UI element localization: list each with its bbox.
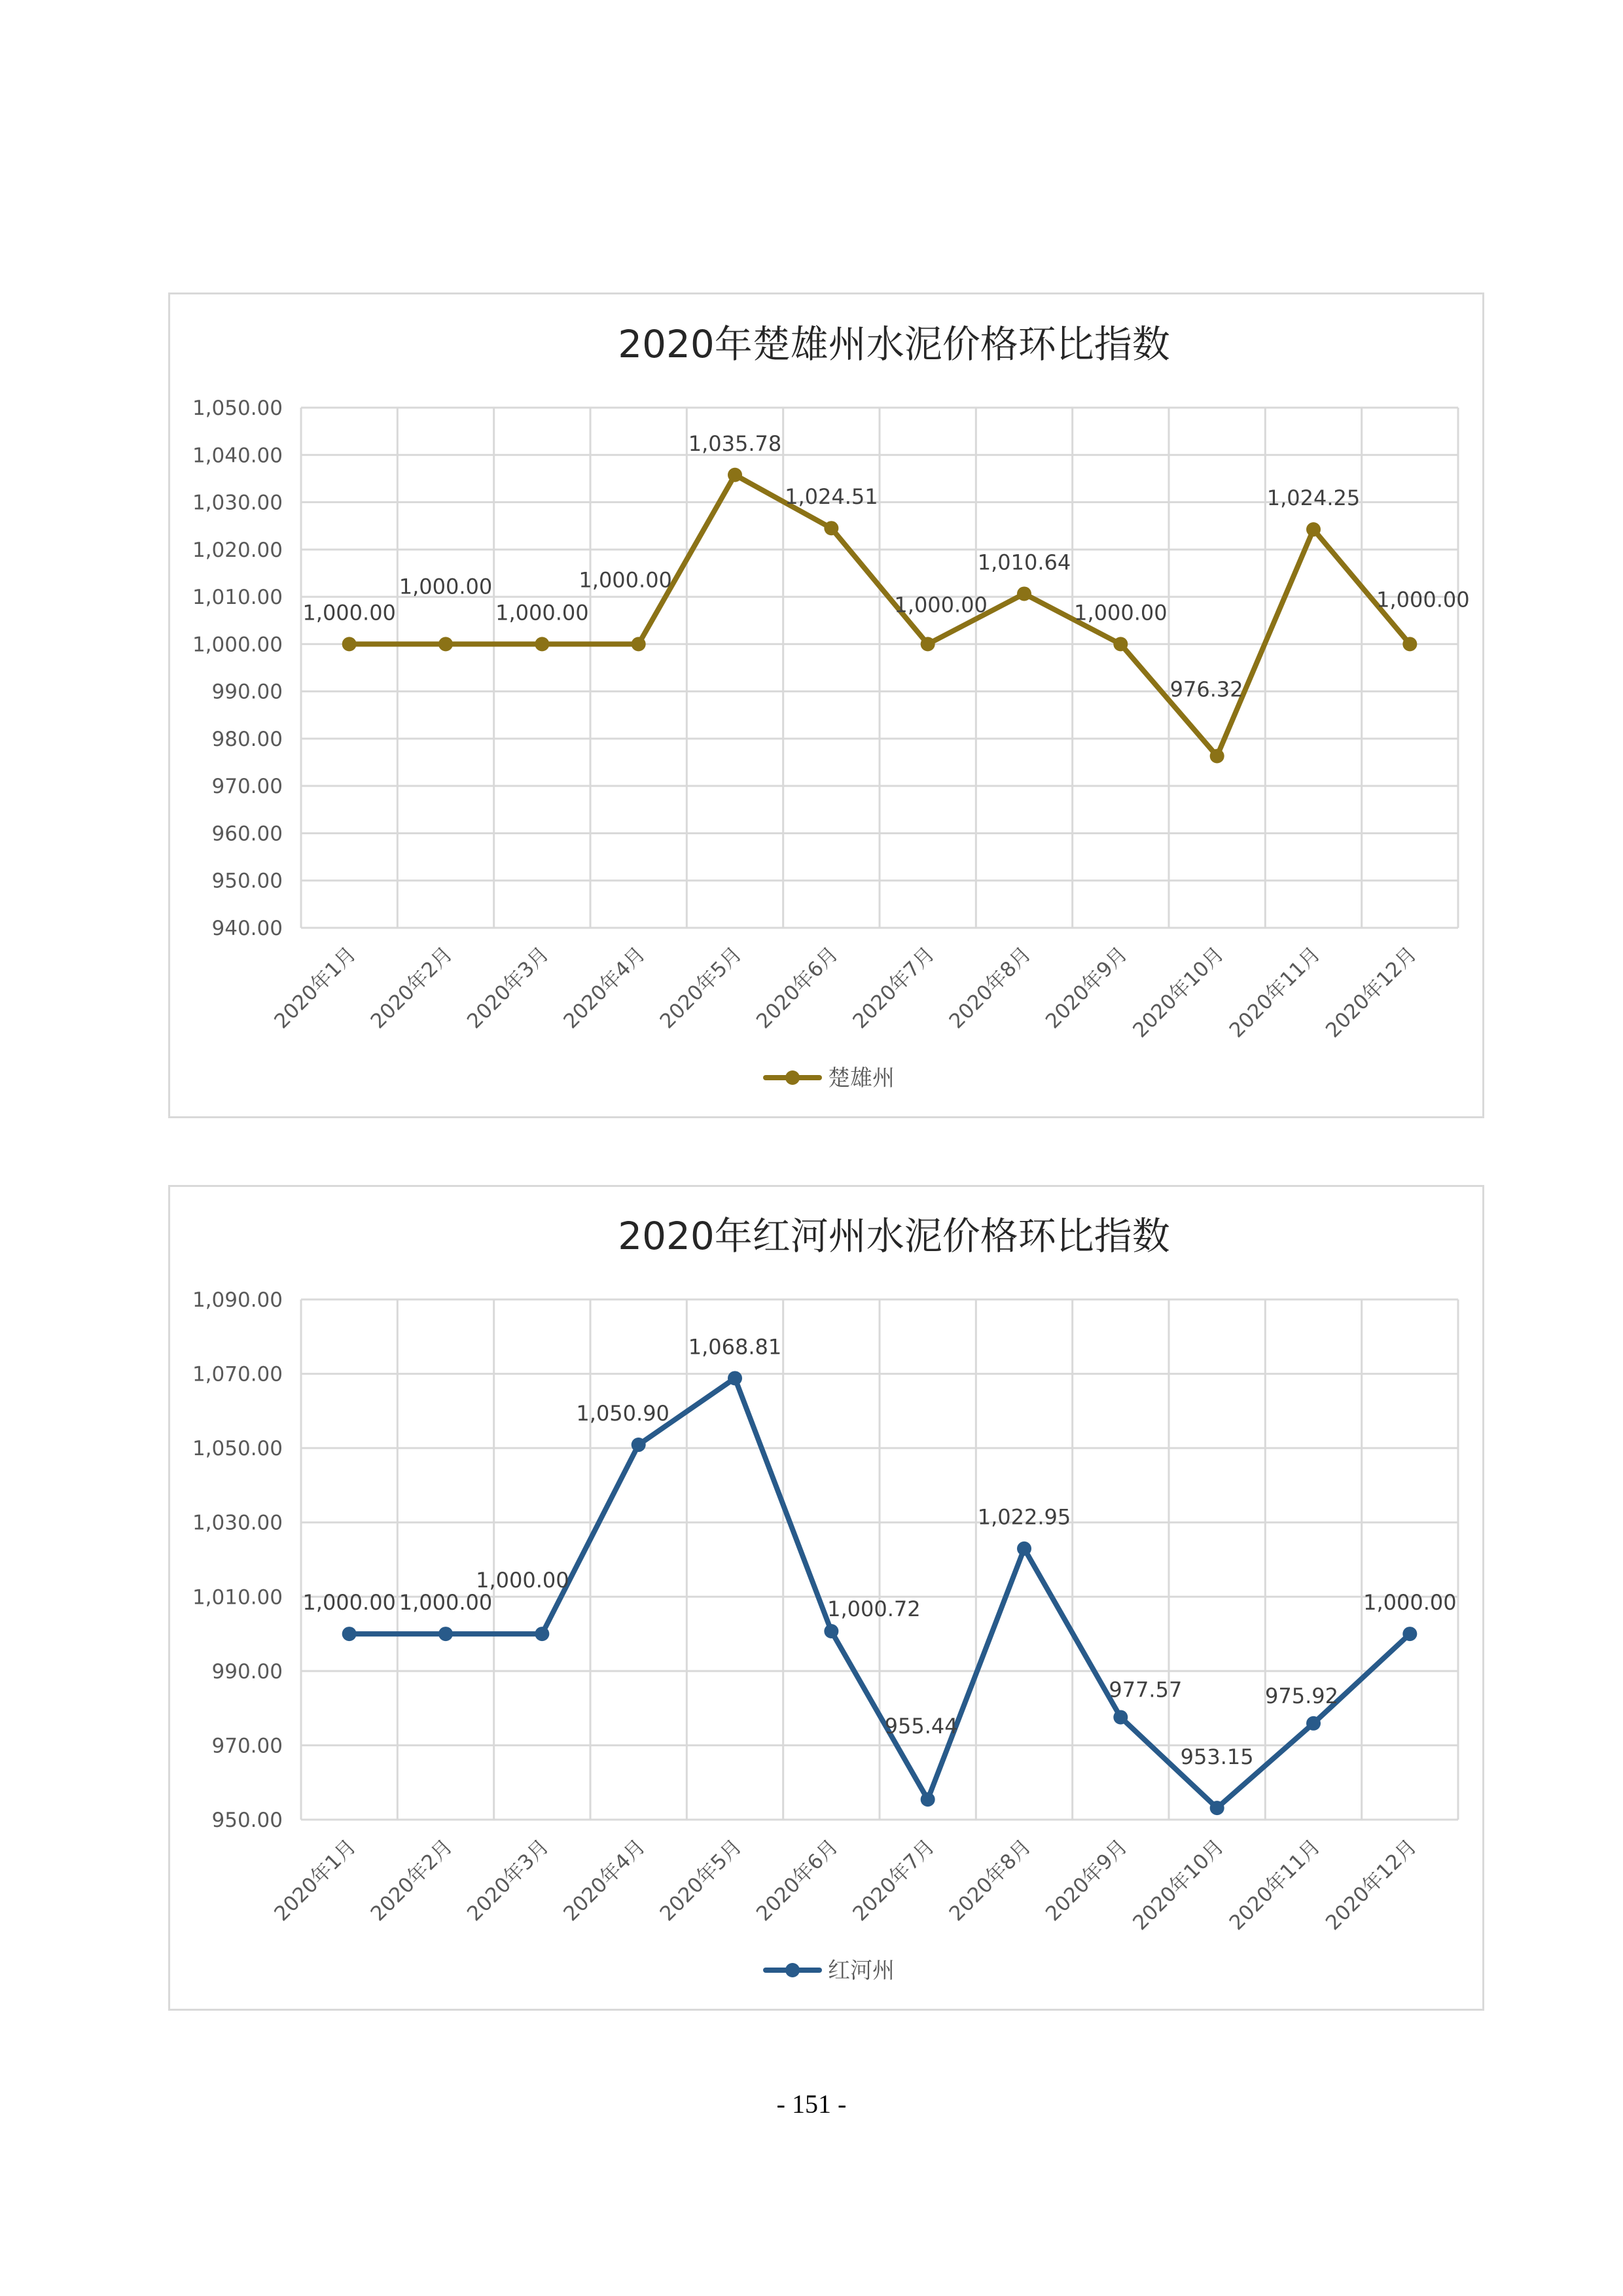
chart-chuxiong xyxy=(168,292,1484,1118)
data-point xyxy=(1402,1627,1417,1641)
x-tick-label: 2020年6月 xyxy=(751,942,843,1034)
data-label: 953.15 xyxy=(1180,1744,1254,1770)
x-tick-label: 2020年5月 xyxy=(655,942,747,1034)
data-point xyxy=(1210,1801,1224,1815)
data-label: 1,000.00 xyxy=(894,592,988,618)
data-label: 1,000.00 xyxy=(302,1590,396,1616)
data-point xyxy=(342,637,357,651)
data-label: 1,000.72 xyxy=(827,1596,921,1621)
x-tick-label: 2020年2月 xyxy=(366,1835,457,1926)
data-point xyxy=(1402,637,1417,651)
data-label: 1,000.00 xyxy=(1376,587,1470,612)
data-label: 1,000.00 xyxy=(302,600,396,626)
data-point xyxy=(921,637,935,651)
x-tick-label: 2020年11月 xyxy=(1224,942,1325,1043)
x-tick-label: 2020年4月 xyxy=(559,1835,651,1926)
data-label: 1,024.51 xyxy=(785,484,878,510)
x-tick-label: 2020年9月 xyxy=(1041,942,1132,1034)
y-tick-label: 960.00 xyxy=(211,822,283,846)
data-label: 1,000.00 xyxy=(1074,600,1168,626)
y-tick-label: 990.00 xyxy=(211,680,283,704)
y-tick-label: 1,030.00 xyxy=(192,491,283,515)
x-tick-label: 2020年12月 xyxy=(1321,942,1421,1043)
data-point xyxy=(824,521,838,535)
y-tick-label: 1,050.00 xyxy=(192,397,283,420)
data-label: 955.44 xyxy=(884,1714,958,1739)
chart-chuxiong-svg xyxy=(170,294,1482,1116)
x-tick-label: 2020年6月 xyxy=(751,1835,843,1926)
x-tick-label: 2020年5月 xyxy=(655,1835,747,1926)
data-point xyxy=(1306,1716,1321,1731)
chart-title: 2020年楚雄州水泥价格环比指数 xyxy=(618,322,1170,366)
y-tick-label: 1,040.00 xyxy=(192,444,283,468)
data-label: 977.57 xyxy=(1109,1677,1183,1703)
data-label: 1,000.00 xyxy=(399,574,493,599)
legend-marker xyxy=(785,1070,800,1085)
x-tick-label: 2020年1月 xyxy=(270,1835,361,1926)
legend-label: 红河州 xyxy=(828,1958,895,1984)
x-tick-label: 2020年10月 xyxy=(1128,1835,1229,1935)
data-point xyxy=(1017,586,1031,601)
y-tick-label: 1,070.00 xyxy=(192,1362,283,1386)
data-label: 975.92 xyxy=(1265,1683,1338,1708)
data-point xyxy=(921,1792,935,1807)
data-label: 1,000.00 xyxy=(495,600,589,626)
data-label: 1,000.00 xyxy=(579,567,672,593)
x-tick-label: 2020年1月 xyxy=(270,942,361,1034)
data-point xyxy=(632,637,646,651)
data-point xyxy=(1306,522,1321,537)
data-point xyxy=(728,1371,742,1385)
x-tick-label: 2020年10月 xyxy=(1128,942,1229,1043)
y-tick-label: 980.00 xyxy=(211,727,283,751)
x-tick-label: 2020年4月 xyxy=(559,942,651,1034)
data-point xyxy=(1113,1710,1128,1724)
x-tick-label: 2020年3月 xyxy=(462,1835,554,1926)
data-label: 1,000.00 xyxy=(476,1568,569,1593)
chart-title: 2020年红河州水泥价格环比指数 xyxy=(618,1214,1170,1258)
data-label: 1,010.64 xyxy=(977,550,1071,575)
x-tick-label: 2020年2月 xyxy=(366,942,457,1034)
y-tick-label: 1,090.00 xyxy=(192,1288,283,1312)
data-point xyxy=(535,1627,549,1641)
x-tick-label: 2020年9月 xyxy=(1041,1835,1132,1926)
data-point xyxy=(824,1624,838,1638)
y-tick-label: 1,050.00 xyxy=(192,1437,283,1461)
y-tick-label: 950.00 xyxy=(211,869,283,893)
y-tick-label: 1,000.00 xyxy=(192,633,283,657)
data-label: 1,024.25 xyxy=(1266,486,1361,511)
x-tick-label: 2020年7月 xyxy=(848,1835,940,1926)
x-tick-label: 2020年8月 xyxy=(944,942,1036,1034)
data-label: 976.32 xyxy=(1169,677,1243,702)
x-tick-label: 2020年3月 xyxy=(462,942,554,1034)
y-tick-label: 940.00 xyxy=(211,917,283,940)
x-tick-label: 2020年7月 xyxy=(848,942,940,1034)
y-tick-label: 970.00 xyxy=(211,1734,283,1758)
data-point xyxy=(1017,1542,1031,1556)
data-point xyxy=(438,1627,453,1641)
data-point xyxy=(342,1627,357,1641)
data-point xyxy=(1210,749,1224,764)
y-tick-label: 1,030.00 xyxy=(192,1511,283,1535)
data-label: 1,022.95 xyxy=(977,1504,1071,1530)
chart-honghe-svg xyxy=(170,1187,1482,2009)
data-point xyxy=(632,1438,646,1452)
x-tick-label: 2020年12月 xyxy=(1321,1835,1421,1935)
data-point xyxy=(535,637,549,651)
data-point xyxy=(728,468,742,482)
x-tick-label: 2020年11月 xyxy=(1224,1835,1325,1935)
y-tick-label: 1,010.00 xyxy=(192,586,283,610)
data-label: 1,068.81 xyxy=(688,1334,782,1360)
data-label: 1,000.00 xyxy=(1363,1590,1457,1616)
y-tick-label: 1,020.00 xyxy=(192,538,283,562)
y-tick-label: 950.00 xyxy=(211,1809,283,1832)
chart-honghe xyxy=(168,1185,1484,2011)
y-tick-label: 970.00 xyxy=(211,775,283,799)
data-point xyxy=(1113,637,1128,651)
data-label: 1,035.78 xyxy=(688,431,782,456)
data-label: 1,050.90 xyxy=(576,1401,669,1426)
x-tick-label: 2020年8月 xyxy=(944,1835,1036,1926)
data-label: 1,000.00 xyxy=(399,1590,493,1616)
page-number: - 151 - xyxy=(776,2089,847,2119)
y-tick-label: 990.00 xyxy=(211,1659,283,1684)
legend-label: 楚雄州 xyxy=(828,1065,895,1091)
legend-marker xyxy=(785,1963,800,1977)
y-tick-label: 1,010.00 xyxy=(192,1585,283,1610)
data-point xyxy=(438,637,453,651)
